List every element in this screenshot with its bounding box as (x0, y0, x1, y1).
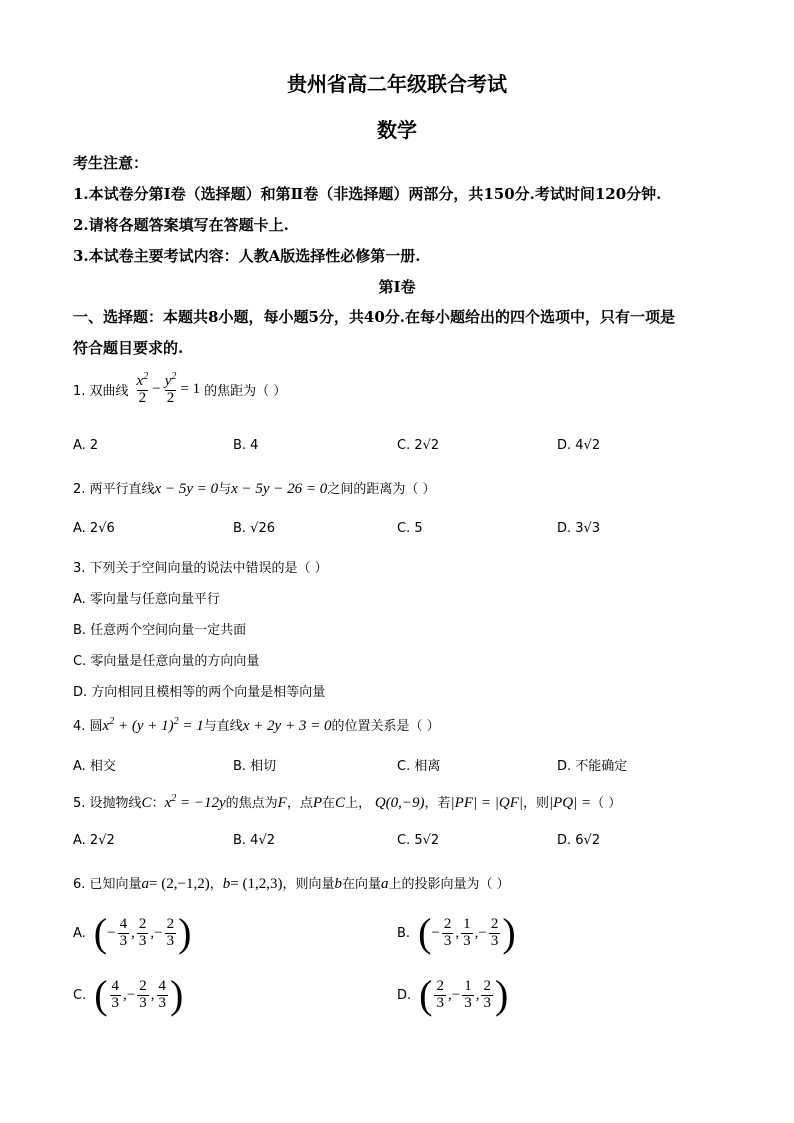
question-5-bracket: （ ） (591, 796, 622, 811)
subject-title: 数学 (377, 118, 417, 142)
question-6-option-a[interactable]: A. ( − $\frac{4}{3}$ , $\frac{2}{3}$ ,− $\frac{2}{3}$ ) (73, 910, 192, 955)
question-2-line-1: x − 5y = 0 (154, 481, 219, 497)
question-1-formula: $\frac{x^2}{2}$ − $\frac{y^2}{2}$ = 1 (136, 371, 201, 406)
question-6-vector-b-ref: b (334, 876, 342, 892)
question-6-suffix: 上的投影向量为（ ） (388, 877, 510, 892)
question-5-condition: |PF| = |QF| (450, 795, 523, 811)
question-4-mid: 与直线 (203, 719, 243, 734)
question-6-option-c-label: C. (73, 987, 87, 1003)
notice-item-1: 1.本试卷分第Ⅰ卷（选择题）和第Ⅱ卷（非选择题）两部分，共150分.考试时间120分钟. (73, 185, 662, 203)
question-2-stem (73, 478, 435, 498)
question-1-stem (73, 372, 286, 407)
question-6-vector-a: a (141, 876, 150, 892)
question-5-var-f: F (277, 795, 287, 811)
question-5-text-on: 在 (322, 796, 336, 811)
section-instructions-line1: 一、选择题：本题共8小题，每小题5分，共40分.在每小题给出的四个选项中，只有一项是 (73, 308, 675, 326)
question-6-mid: ，则向量 (282, 877, 335, 892)
question-4-circle-equation: $x^2 + (y + 1)^2 = 1$ (102, 716, 204, 734)
question-6-stem: 6. 已知向量a= (2,−1,2)，b= (1,2,3)，则向量b在向量a上的投影向量为（ ） (73, 876, 510, 892)
notice-item-2: 2.请将各题答案填写在答题卡上. (73, 216, 289, 234)
section-instructions-line2: 符合题目要求的. (73, 339, 184, 357)
question-4-line-equation: x + 2y + 3 = 0 (242, 718, 332, 734)
question-2-option-c[interactable]: C. 5 (397, 521, 423, 536)
question-1-option-a[interactable]: A. 2 (73, 438, 99, 453)
question-2-option-d[interactable]: D. 3√3 (557, 521, 601, 536)
question-6-in-vector: 在向量 (341, 877, 381, 892)
question-1-option-d[interactable]: D. 4√2 (557, 438, 601, 453)
question-6-prefix: 6. 已知向量 (73, 877, 142, 892)
question-5-text-if: ，若 (424, 796, 451, 811)
question-3-stem: 3. 下列关于空间向量的说法中错误的是（ ） (73, 561, 328, 576)
question-4-stem (73, 715, 440, 735)
question-2-prefix: 2. 两平行直线 (73, 482, 155, 497)
question-6-option-b-label: B. (397, 925, 411, 941)
question-2-mid: 与 (218, 482, 232, 497)
question-4-suffix: 的位置关系是（ ） (331, 719, 440, 734)
question-6-option-d[interactable]: D. ( $\frac{2}{3}$ ,− $\frac{1}{3}$ , $\frac{2}{3}$ ) (397, 972, 509, 1017)
question-5-text-on-c: 上， (345, 796, 372, 811)
question-6-option-b[interactable]: B. ( − $\frac{2}{3}$ , $\frac{1}{3}$ ,− $\frac{2}{3}$ ) (397, 910, 516, 955)
question-6-vector-b: b (222, 876, 231, 892)
question-5-stem (73, 792, 621, 812)
question-6-option-c[interactable]: C. ( $\frac{4}{3}$ ,− $\frac{2}{3}$ , $\frac{4}{3}$ ) (73, 972, 184, 1017)
question-2-line-2: x − 5y − 26 = 0 (231, 481, 328, 497)
question-5-target: |PQ| = (549, 795, 592, 811)
question-5-text-focus: 的焦点为 (225, 796, 278, 811)
notice-item-3: 3.本试卷主要考试内容：人教A版选择性必修第一册. (73, 247, 421, 265)
question-5-text-point: ，点 (286, 796, 313, 811)
question-5-option-b[interactable]: B. 4√2 (233, 833, 276, 848)
question-5-parabola: $x^2 = -12y$ (164, 793, 226, 811)
question-6-option-d-label: D. (397, 987, 412, 1003)
question-6-vector-a-ref: a (380, 876, 389, 892)
notice-heading: 考生注意： (73, 154, 149, 172)
question-4-option-c[interactable]: C. 相离 (397, 759, 441, 774)
question-1-prefix: 1. 双曲线 (73, 383, 129, 399)
question-5-option-a[interactable]: A. 2√2 (73, 833, 115, 848)
question-5-option-c[interactable]: C. 5√2 (397, 833, 440, 848)
question-6-vector-a-value: = (2,−1,2) (149, 876, 210, 892)
question-5-colon: ： (151, 796, 165, 811)
question-6-vector-b-value: = (1,2,3) (230, 876, 283, 892)
question-3-option-b[interactable]: B. 任意两个空间向量一定共面 (73, 623, 247, 638)
question-1-suffix: 的焦距为（ ） (204, 383, 287, 399)
question-1-option-c[interactable]: C. 2√2 (397, 438, 440, 453)
question-4-option-d[interactable]: D. 不能确定 (557, 759, 628, 774)
question-5-var-c: C (141, 795, 152, 811)
part-title: 第Ⅰ卷 (378, 278, 416, 296)
question-3-option-d[interactable]: D. 方向相同且模相等的两个向量是相等向量 (73, 685, 326, 700)
question-5-text-then: ，则 (522, 796, 549, 811)
question-5-point-q: Q(0,−9) (371, 795, 425, 811)
exam-title: 贵州省高二年级联合考试 (287, 72, 507, 96)
question-5-var-p: P (312, 795, 323, 811)
question-5-option-d[interactable]: D. 6√2 (557, 833, 601, 848)
question-3-option-a[interactable]: A. 零向量与任意向量平行 (73, 592, 220, 607)
question-3-option-c[interactable]: C. 零向量是任意向量的方向向量 (73, 654, 260, 669)
question-2-option-a[interactable]: A. 2√6 (73, 521, 115, 536)
question-1-option-b[interactable]: B. 4 (233, 438, 259, 453)
question-4-option-b[interactable]: B. 相切 (233, 759, 277, 774)
question-2-suffix: 之间的距离为（ ） (327, 482, 436, 497)
question-2-option-b[interactable]: B. √26 (233, 521, 276, 536)
question-5-prefix: 5. 设抛物线 (73, 796, 142, 811)
question-5-var-c2: C (335, 795, 346, 811)
question-6-option-a-label: A. (73, 925, 86, 941)
question-4-prefix: 4. 圆 (73, 719, 103, 734)
question-4-option-a[interactable]: A. 相交 (73, 759, 116, 774)
